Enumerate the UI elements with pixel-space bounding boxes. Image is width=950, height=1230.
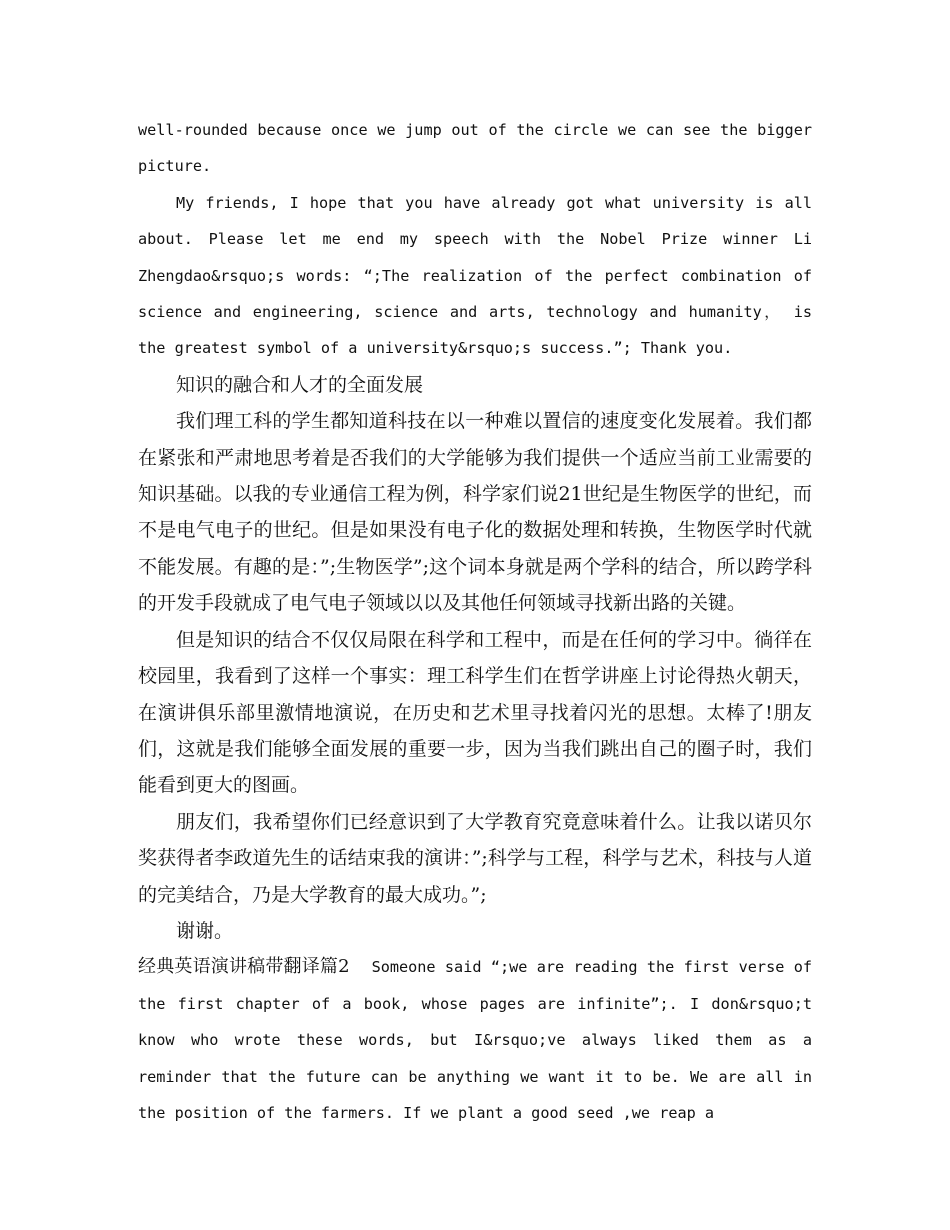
paragraph-continuation: well-rounded because once we jump out of the circle we can see the bigger picture.: [138, 121, 812, 176]
section-2-paragraph: [138, 949, 812, 1131]
paragraph-chinese-3: 朋友们，我希望你们已经意识到了大学教育究竟意味着什么。让我以诺贝尔奖获得者李政道先生的话结束我的演讲：”;科学与工程，科学与艺术，科技与人道的完美结合，乃是大学教育的最大成功。”;: [138, 810, 812, 906]
paragraph-chinese-1: 我们理工科的学生都知道科技在以一种难以置信的速度变化发展着。我们都在紧张和严肃地思考着是否我们的大学能够为我们提供一个适应当前工业需要的知识基础。以我的专业通信工程为例，科学家们说21世纪是生物医学的世纪，而不是电气电子的世纪。但是如果没有电子化的数据处理和转换，生物医学时代就不能发展。有趣的是：”;生物医学”;这个词本身就是两个学科的结合，所以跨学科的开发手段就成了电气电子领域以以及其他任何领域寻找新出路的关键。: [138, 410, 812, 615]
section-2-text: Someone said “;we are reading the first verse of the first chapter of a book, whose pages are infinite”;. I don&rsquo;t know who wrote these words, but I&rsquo;ve always liked them as a reminder that the future can be anything we want it to be. We are all in the position of the farmers. If we plant a good seed ,we reap a: [138, 958, 812, 1122]
paragraph-english-closing: My friends, I hope that you have already got what university is all about. Please let me end my speech with the Nobel Prize winner Li Zhengdao&rsquo;s words: “;The realization of the perfect combination of science and engineering, science and arts, technology and humanity， is the greatest symbol of a university&rsquo;s success.”; Thank you.: [138, 193, 812, 358]
section-2-heading: 经典英语演讲稿带翻译篇2: [138, 956, 350, 978]
paragraph-chinese-title: 知识的融合和人才的全面发展: [176, 373, 424, 396]
paragraph-chinese-2: 但是知识的结合不仅仅局限在科学和工程中，而是在任何的学习中。徜徉在校园里，我看到了这样一个事实：理工科学生们在哲学讲座上讨论得热火朝天，在演讲俱乐部里激情地演说，在历史和艺术里寻找着闪光的思想。太棒了!朋友们，这就是我们能够全面发展的重要一步，因为当我们跳出自己的圈子时，我们能看到更大的图画。: [138, 628, 812, 797]
paragraph-chinese-thanks: 谢谢。: [176, 919, 234, 942]
document-page: [138, 112, 812, 1131]
